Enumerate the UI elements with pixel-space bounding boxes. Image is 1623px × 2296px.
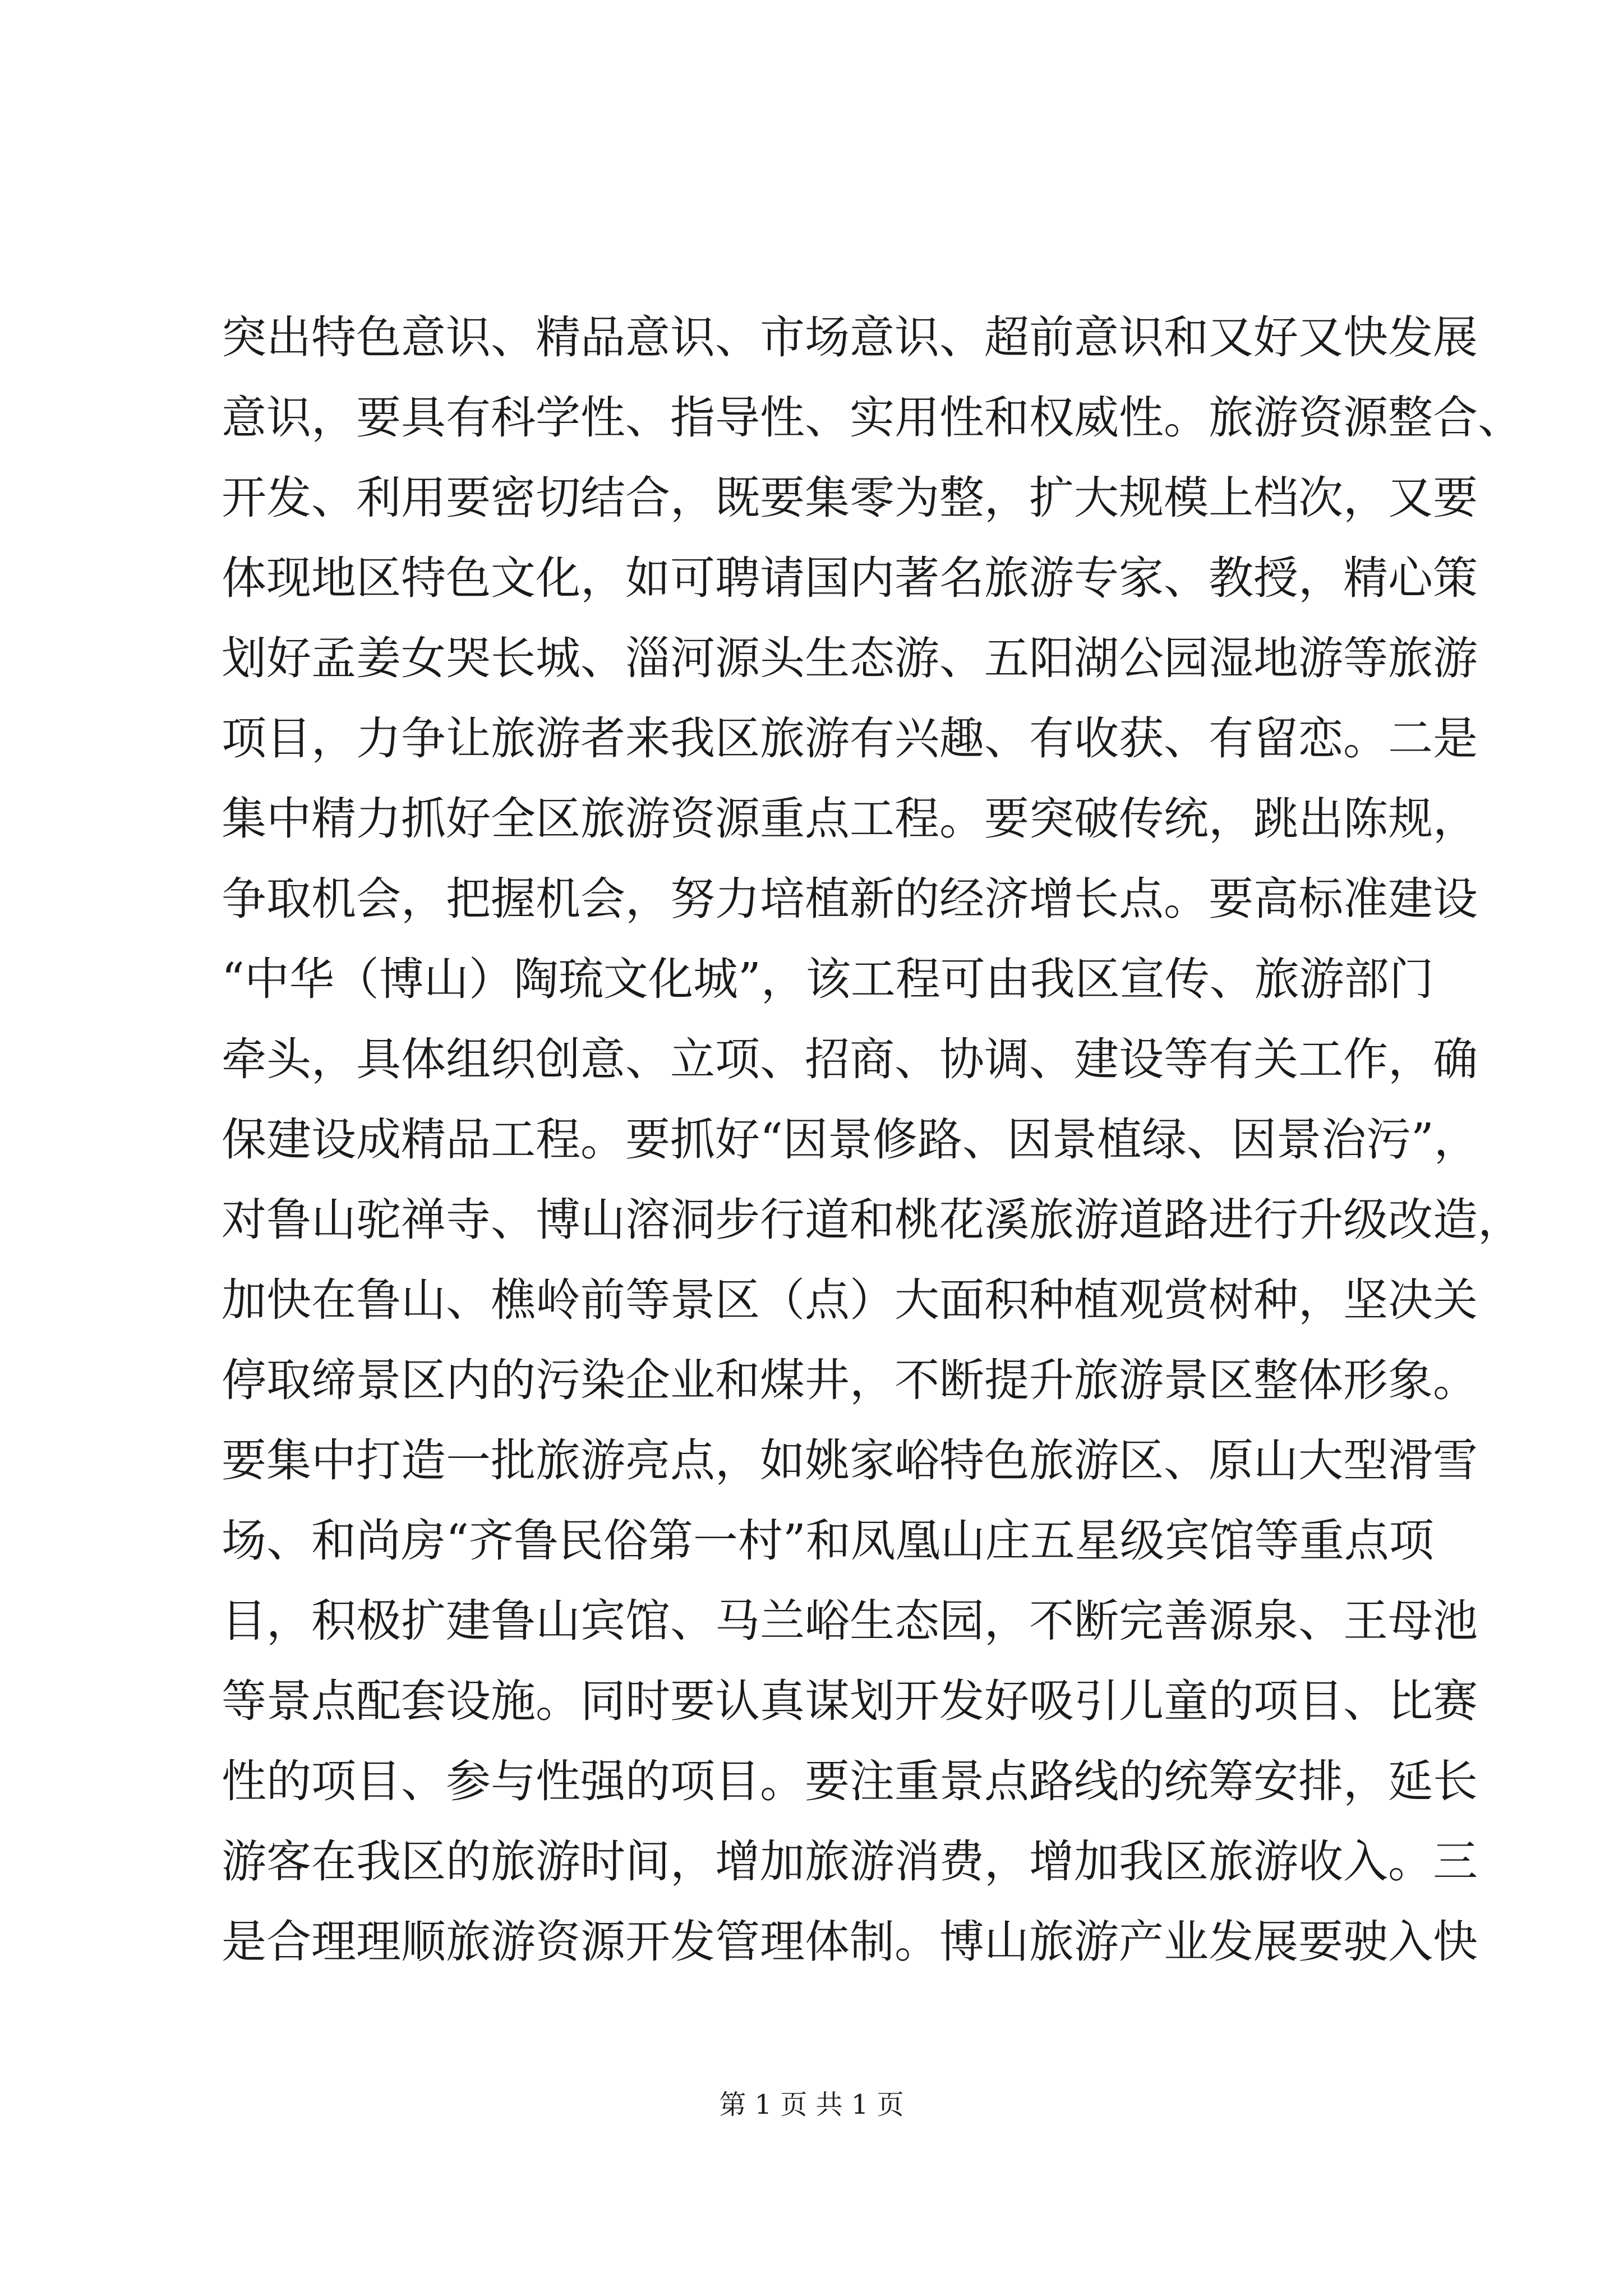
text-line: 对鲁山驼禅寺、博山溶洞步行道和桃花溪旅游道路进行升级改造， <box>222 1194 1523 1246</box>
text-line: 是合理理顺旅游资源开发管理体制。博山旅游产业发展要驶入快 <box>222 1916 1478 1968</box>
page-number-footer: 第 1 页 共 1 页 <box>719 2089 904 2120</box>
text-line: 项目，力争让旅游者来我区旅游有兴趣、有收获、有留恋。二是 <box>222 712 1478 765</box>
text-line: 游客在我区的旅游时间，增加旅游消费，增加我区旅游收入。三 <box>222 1835 1478 1888</box>
text-line: 划好孟姜女哭长城、淄河源头生态游、五阳湖公园湿地游等旅游 <box>222 632 1478 684</box>
text-line: 集中精力抓好全区旅游资源重点工程。要突破传统，跳出陈规， <box>222 793 1478 845</box>
text-line: 体现地区特色文化，如可聘请国内著名旅游专家、教授，精心策 <box>222 552 1478 604</box>
text-line: 意识，要具有科学性、指导性、实用性和权威性。旅游资源整合、 <box>222 392 1523 444</box>
text-line: 等景点配套设施。同时要认真谋划开发好吸引儿童的项目、比赛 <box>222 1675 1478 1727</box>
text-line: 突出特色意识、精品意识、市场意识、超前意识和又好又快发展 <box>222 311 1478 364</box>
text-line: 加快在鲁山、樵岭前等景区（点）大面积种植观赏树种，坚决关 <box>222 1274 1478 1326</box>
text-line: 要集中打造一批旅游亮点，如姚家峪特色旅游区、原山大型滑雪 <box>222 1434 1478 1487</box>
text-line: 争取机会，把握机会，努力培植新的经济增长点。要高标准建设 <box>222 873 1478 925</box>
text-line: 停取缔景区内的污染企业和煤井，不断提升旅游景区整体形象。 <box>222 1354 1478 1406</box>
text-line: 目，积极扩建鲁山宾馆、马兰峪生态园，不断完善源泉、王母池 <box>222 1595 1478 1647</box>
text-line: “中华（博山）陶琉文化城”，该工程可由我区宣传、旅游部门 <box>222 953 1434 1005</box>
text-line: 开发、利用要密切结合，既要集零为整，扩大规模上档次，又要 <box>222 472 1478 524</box>
body-text <box>222 297 1523 1982</box>
text-line: 牵头，具体组织创意、立项、招商、协调、建设等有关工作，确 <box>222 1033 1478 1085</box>
text-line: 场、和尚房“齐鲁民俗第一村”和凤凰山庄五星级宾馆等重点项 <box>222 1515 1434 1567</box>
text-line: 性的项目、参与性强的项目。要注重景点路线的统筹安排，延长 <box>222 1755 1478 1807</box>
text-line: 保建设成精品工程。要抓好“因景修路、因景植绿、因景治污”， <box>222 1114 1479 1166</box>
